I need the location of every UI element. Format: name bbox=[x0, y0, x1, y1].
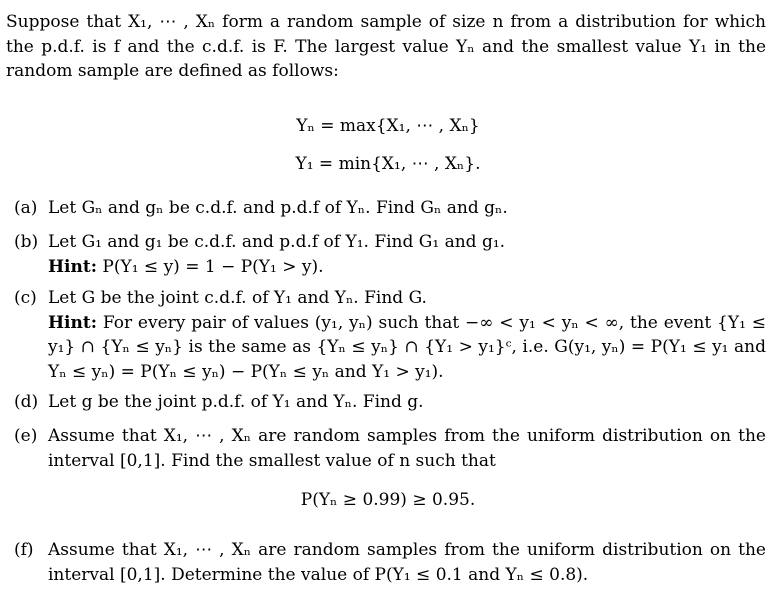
intro-paragraph: Suppose that X₁, ⋯ , Xₙ form a random sample of size n from a distribution for which the p.d.f. is f and the c.d.f. is F. The largest value Yₙ and the smallest value Y₁ in the random sample are defined as follows: bbox=[6, 12, 766, 81]
equation-min: Y₁ = min{X₁, ⋯ , Xₙ}. bbox=[295, 154, 481, 174]
part-a bbox=[14, 196, 766, 221]
part-f bbox=[14, 538, 766, 585]
part-d bbox=[14, 390, 766, 415]
part-e bbox=[14, 424, 766, 471]
part-c-text: Let G be the joint c.d.f. of Y₁ and Yₙ. Find G. bbox=[48, 288, 427, 308]
part-d-text: Let g be the joint p.d.f. of Y₁ and Yₙ. Find g. bbox=[48, 392, 424, 412]
part-a-text: Let Gₙ and gₙ be c.d.f. and p.d.f of Yₙ. Find Gₙ and gₙ. bbox=[48, 198, 508, 218]
part-c-hint-label: Hint: bbox=[48, 312, 98, 333]
part-a-label: (a) bbox=[14, 198, 38, 218]
part-b bbox=[14, 230, 766, 277]
part-b-label: (b) bbox=[14, 232, 39, 252]
part-f-label: (f) bbox=[14, 540, 34, 560]
part-e-label: (e) bbox=[14, 426, 38, 446]
part-b-text: Let G₁ and g₁ be c.d.f. and p.d.f of Y₁. Find G₁ and g₁. bbox=[48, 232, 506, 252]
part-c-label: (c) bbox=[14, 288, 37, 308]
part-e-text: Assume that X₁, ⋯ , Xₙ are random samples from the uniform distribution on the interval [0,1]. Find the smallest value of n such that bbox=[48, 426, 766, 471]
equation-max: Yₙ = max{X₁, ⋯ , Xₙ} bbox=[296, 116, 480, 136]
part-c-hint: For every pair of values (y₁, yₙ) such that −∞ < y₁ < yₙ < ∞, the event {Y₁ ≤ y₁} ∩ {Yₙ ≤ yₙ} is the same as {Yₙ ≤ yₙ} ∩ {Y₁ > y₁}ᶜ, i.e. G(y₁, yₙ) = P(Y₁ ≤ y₁ and Yₙ ≤ yₙ) = P(Yₙ ≤ yₙ) − P(Yₙ ≤ yₙ and Y₁ > y₁). bbox=[48, 312, 766, 382]
part-c bbox=[14, 286, 766, 382]
part-b-hint: P(Y₁ ≤ y) = 1 − P(Y₁ > y). bbox=[102, 256, 324, 277]
part-d-label: (d) bbox=[14, 392, 39, 412]
part-e-equation: P(Yₙ ≥ 0.99) ≥ 0.95. bbox=[300, 490, 476, 510]
part-b-hint-label: Hint: bbox=[48, 256, 98, 277]
part-f-text: Assume that X₁, ⋯ , Xₙ are random samples from the uniform distribution on the interval [0,1]. Determine the value of P(Y₁ ≤ 0.1 and Yₙ ≤ 0.8). bbox=[48, 540, 766, 585]
